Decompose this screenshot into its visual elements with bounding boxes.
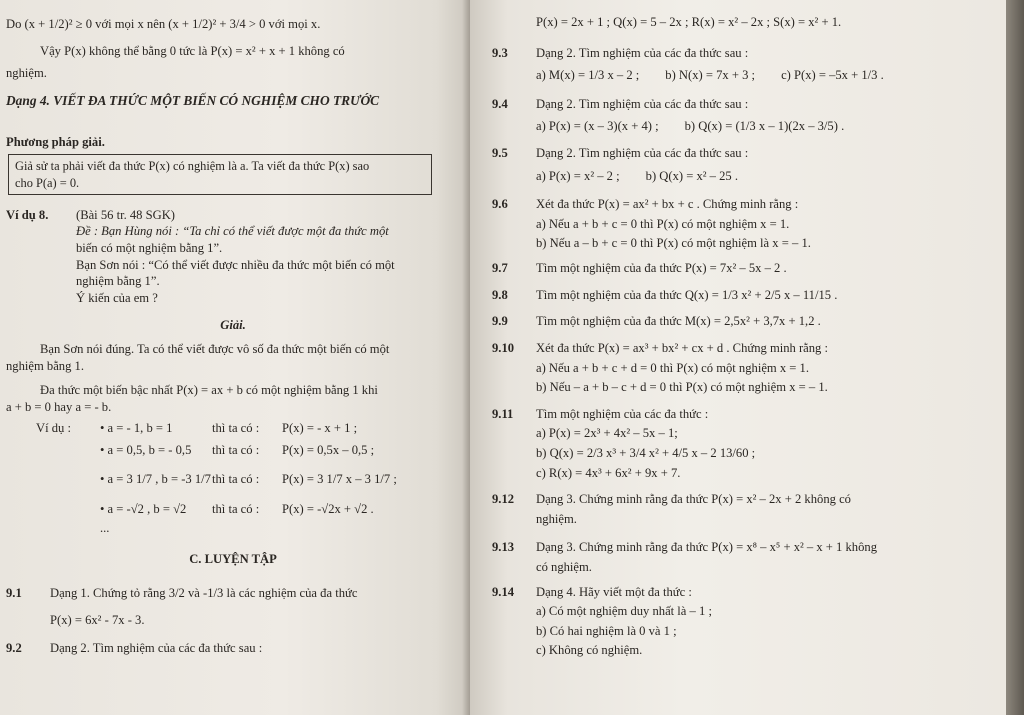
- vd-cond: • a = -√2 , b = √2: [100, 502, 187, 517]
- vd-label: Ví dụ :: [36, 420, 71, 435]
- exercise-text: Dạng 2. Tìm nghiệm của các đa thức sau :: [536, 45, 749, 60]
- example-ref: (Bài 56 tr. 48 SGK): [76, 207, 175, 222]
- exercise-number: 9.4: [492, 96, 508, 111]
- exercise-body: [50, 585, 460, 628]
- method-box-line-1: Giả sử ta phải viết đa thức P(x) có nghiệm là a. Ta viết đa thức P(x) sao: [15, 159, 370, 174]
- exercise-subline: a) Nếu a + b + c = 0 thì P(x) có một nghiệm x = 1.: [536, 216, 790, 231]
- intro-line-2: Vậy P(x) không thể bằng 0 tức là P(x) = x² + x + 1 không có: [40, 43, 345, 58]
- exercise-9-13: [492, 539, 998, 575]
- vd-then: thì ta có :: [212, 443, 260, 458]
- vd-spacer: [36, 442, 100, 459]
- example-8: [6, 207, 460, 307]
- example-body: [76, 207, 395, 307]
- example-question-3: Bạn Sơn nói : “Có thể viết được nhiều đa thức một biến có một: [76, 257, 395, 272]
- exercise-text: Dạng 2. Tìm nghiệm của các đa thức sau :: [536, 96, 749, 111]
- exercise-text: Tìm một nghiệm của đa thức Q(x) = 1/3 x² + 2/5 x – 11/15 .: [536, 287, 838, 302]
- exercise-subline: c) Không có nghiệm.: [536, 643, 643, 658]
- exercise-text: Xét đa thức P(x) = ax² + bx + c . Chứng minh rằng :: [536, 197, 799, 212]
- exercise-9-7: [492, 260, 998, 277]
- exercise-number: 9.13: [492, 540, 515, 555]
- exercise-9-10: [492, 340, 998, 396]
- exercise-list: [492, 45, 998, 659]
- exercise-text: Dạng 4. Hãy viết một đa thức :: [536, 584, 692, 599]
- exercise-9-12: [492, 491, 998, 527]
- exercise-number: 9.10: [492, 340, 515, 355]
- method-heading: Phương pháp giải.: [6, 134, 105, 149]
- exercise-part: c) P(x) = –5x + 1/3 .: [781, 68, 884, 83]
- exercise-9-4: [492, 96, 998, 135]
- intro-line-1: Do (x + 1/2)² ≥ 0 với mọi x nên (x + 1/2)² + 3/4 > 0 với mọi x.: [6, 17, 321, 31]
- exercise-number: 9.11: [492, 406, 514, 421]
- exercise-subline: b) Có hai nghiệm là 0 và 1 ;: [536, 623, 677, 638]
- exercise-number: 9.6: [492, 197, 508, 212]
- example-question-5: Ý kiến của em ?: [76, 290, 158, 305]
- exercise-body: [536, 491, 998, 527]
- exercise-9-8: [492, 287, 998, 304]
- exercise-body: [50, 640, 460, 657]
- example-question-1: Đề : Bạn Hùng nói : “Ta chỉ có thể viết được một đa thức một: [76, 224, 389, 239]
- exercise-part: b) Q(x) = (1/3 x – 1)(2x – 3/5) .: [684, 119, 845, 134]
- vd-poly: P(x) = 3 1/7 x – 3 1/7 ;: [282, 471, 397, 486]
- exercise-9-5: [492, 145, 998, 184]
- section-heading: Dạng 4. VIẾT ĐA THỨC MỘT BIẾN CÓ NGHIỆM CHO TRƯỚC: [6, 92, 380, 108]
- exercise-part: a) P(x) = (x – 3)(x + 4) ;: [536, 119, 659, 134]
- exercise-body: [536, 45, 998, 84]
- exercise-number: 9.14: [492, 584, 515, 599]
- exercise-9-1: [6, 585, 460, 628]
- exercise-subline: a) P(x) = 2x³ + 4x² – 5x – 1;: [536, 426, 678, 441]
- exercise-subline: a) Nếu a + b + c + d = 0 thì P(x) có một nghiệm x = 1.: [536, 360, 809, 375]
- exercise-poly: P(x) = 6x² - 7x - 3.: [50, 612, 145, 627]
- vd-poly: P(x) = -√2x + √2 .: [282, 502, 374, 517]
- solution-line-4: a + b = 0 hay a = - b.: [6, 399, 112, 414]
- exercise-body: [536, 260, 998, 277]
- exercise-text: Xét đa thức P(x) = ax³ + bx² + cx + d . Chứng minh rằng :: [536, 340, 828, 355]
- continued-polynomials: P(x) = 2x + 1 ; Q(x) = 5 – 2x ; R(x) = x² – 2x ; S(x) = x² + 1.: [536, 15, 842, 29]
- exercise-9-14: [492, 584, 998, 659]
- exercise-text: Tìm một nghiệm của đa thức M(x) = 2,5x² + 3,7x + 1,2 .: [536, 314, 821, 329]
- vd-row: [36, 442, 460, 459]
- vd-then: thì ta có :: [212, 471, 260, 486]
- exercise-part: a) P(x) = x² – 2 ;: [536, 168, 620, 183]
- exercise-number: 9.7: [492, 261, 508, 276]
- exercise-body: [536, 340, 998, 396]
- solution-heading: Giải.: [220, 317, 246, 332]
- exercise-number: 9.1: [6, 586, 22, 601]
- exercise-subline: c) R(x) = 4x³ + 6x² + 9x + 7.: [536, 465, 681, 480]
- solution-line-3: Đa thức một biến bậc nhất P(x) = ax + b có một nghiệm bằng 1 khi: [40, 383, 378, 398]
- exercise-number: 9.2: [6, 641, 22, 656]
- exercise-body: [536, 406, 998, 481]
- intro-line-3: nghiệm.: [6, 66, 47, 81]
- exercise-9-11: [492, 406, 998, 481]
- exercise-part: a) M(x) = 1/3 x – 2 ;: [536, 68, 640, 83]
- exercise-9-6: [492, 196, 998, 252]
- exercise-part: b) Q(x) = x² – 25 .: [645, 168, 739, 183]
- exercise-body: [536, 539, 998, 575]
- exercise-number: 9.3: [492, 45, 508, 60]
- vd-cond: • a = 0,5, b = - 0,5: [100, 443, 192, 458]
- exercise-9-9: [492, 313, 998, 330]
- left-page: [0, 0, 474, 715]
- exercise-parts: [536, 118, 998, 135]
- vd-cond: • a = - 1, b = 1: [100, 420, 173, 435]
- method-box-line-2: cho P(a) = 0.: [15, 175, 80, 190]
- vd-row: [36, 420, 460, 437]
- exercise-number: 9.9: [492, 314, 508, 329]
- exercise-subline: b) Q(x) = 2/3 x³ + 3/4 x² + 4/5 x – 2 13/60 ;: [536, 445, 756, 460]
- exercise-9-2: [6, 640, 460, 657]
- vd-poly: P(x) = - x + 1 ;: [282, 420, 358, 435]
- vd-spacer: [36, 471, 100, 488]
- practice-heading: C. LUYỆN TẬP: [189, 551, 277, 566]
- exercise-number: 9.8: [492, 287, 508, 302]
- exercise-text: Tìm một nghiệm của đa thức P(x) = 7x² – 5x – 2 .: [536, 261, 787, 276]
- exercise-subline: a) Có một nghiệm duy nhất là – 1 ;: [536, 604, 712, 619]
- vd-then: thì ta có :: [212, 502, 260, 517]
- vd-poly: P(x) = 0,5x – 0,5 ;: [282, 443, 375, 458]
- example-question-2: biến có một nghiệm bằng 1”.: [76, 241, 223, 256]
- vd-cond: • a = 3 1/7 , b = -3 1/7: [100, 471, 211, 486]
- exercise-subline: b) Nếu – a + b – c + d = 0 thì P(x) có một nghiệm x = – 1.: [536, 380, 828, 395]
- exercise-body: [536, 196, 998, 252]
- exercise-body: [536, 145, 998, 184]
- examples-table: [6, 420, 460, 537]
- example-question-4: nghiệm bằng 1”.: [76, 274, 160, 289]
- ellipsis: ...: [100, 521, 110, 536]
- method-box: [8, 154, 432, 195]
- exercise-parts: [536, 67, 998, 84]
- exercise-body: [536, 584, 998, 659]
- right-page: [470, 0, 1006, 715]
- exercise-text: Dạng 3. Chứng minh rằng đa thức P(x) = x² – 2x + 2 không có: [536, 492, 851, 507]
- vd-row: [36, 471, 460, 488]
- solution-line-1: Bạn Sơn nói đúng. Ta có thể viết được vô số đa thức một biến có một: [40, 342, 390, 357]
- example-label: Ví dụ 8.: [6, 207, 49, 222]
- exercise-text: Dạng 1. Chứng tỏ rằng 3/2 và -1/3 là các nghiệm của đa thức: [50, 586, 358, 601]
- exercise-text: Dạng 2. Tìm nghiệm của các đa thức sau :: [50, 641, 263, 656]
- exercise-subline: có nghiệm.: [536, 560, 592, 575]
- exercise-9-3: [492, 45, 998, 84]
- exercise-parts: [536, 168, 998, 185]
- vd-then: thì ta có :: [212, 420, 260, 435]
- vd-spacer: [36, 501, 100, 518]
- page-edge: [1006, 0, 1024, 715]
- exercise-number: 9.5: [492, 146, 508, 161]
- exercise-part: b) N(x) = 7x + 3 ;: [665, 68, 756, 83]
- exercise-subline: b) Nếu a – b + c = 0 thì P(x) có một nghiệm là x = – 1.: [536, 236, 811, 251]
- exercise-number: 9.12: [492, 492, 515, 507]
- exercise-body: [536, 96, 998, 135]
- solution-line-2: nghiệm bằng 1.: [6, 358, 84, 373]
- exercise-text: Dạng 3. Chứng minh rằng đa thức P(x) = x⁸ – x⁵ + x² – x + 1 không: [536, 540, 877, 555]
- vd-row: [36, 501, 460, 518]
- exercise-text: Tìm một nghiệm của các đa thức :: [536, 406, 709, 421]
- exercise-text: Dạng 2. Tìm nghiệm của các đa thức sau :: [536, 146, 749, 161]
- exercise-body: [536, 287, 998, 304]
- exercise-body: [536, 313, 998, 330]
- exercise-subline: nghiệm.: [536, 511, 577, 526]
